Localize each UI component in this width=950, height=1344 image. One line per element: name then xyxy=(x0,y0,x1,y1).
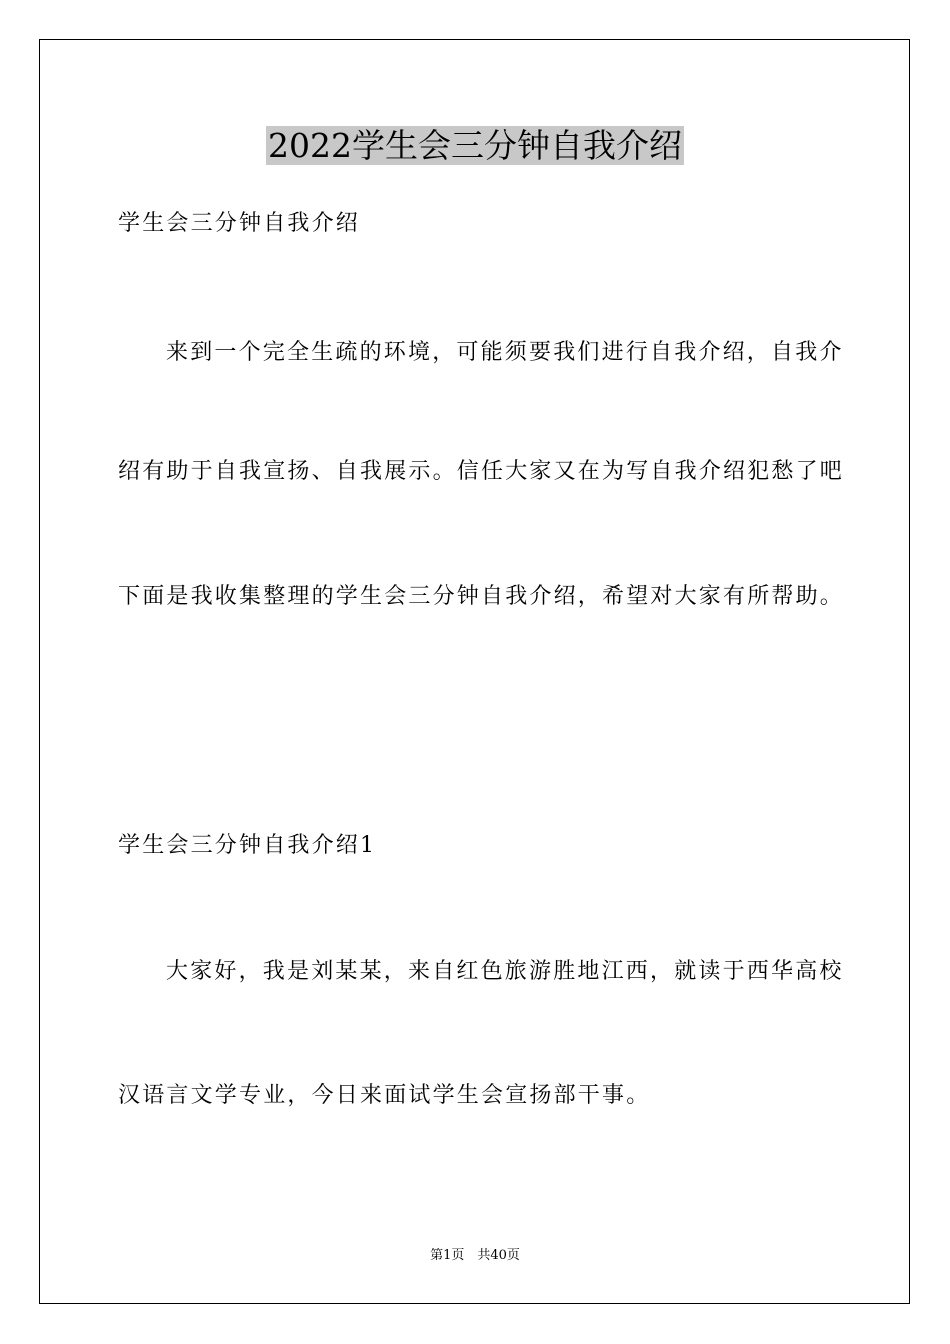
paragraph-line: 汉语言文学专业，今日来面试学生会宣扬部干事。 xyxy=(118,1083,651,1108)
paragraph-line: 下面是我收集整理的学生会三分钟自我介绍，希望对大家有所帮助。 xyxy=(118,584,845,609)
section-heading: 学生会三分钟自我介绍 xyxy=(118,211,361,236)
paragraph-line: 来到一个完全生疏的环境，可能须要我们进行自我介绍，自我介 xyxy=(166,340,844,365)
page-footer: 第1页 共40页 xyxy=(430,1248,520,1263)
section-heading: 学生会三分钟自我介绍1 xyxy=(118,833,377,858)
document-title-text: 2022学生会三分钟自我介绍 xyxy=(268,126,682,165)
paragraph-line: 绍有助于自我宣扬、自我展示。信任大家又在为写自我介绍犯愁了吧 xyxy=(118,459,845,484)
document-title xyxy=(0,124,950,168)
paragraph-line: 大家好，我是刘某某，来自红色旅游胜地江西，就读于西华高校 xyxy=(166,959,844,984)
